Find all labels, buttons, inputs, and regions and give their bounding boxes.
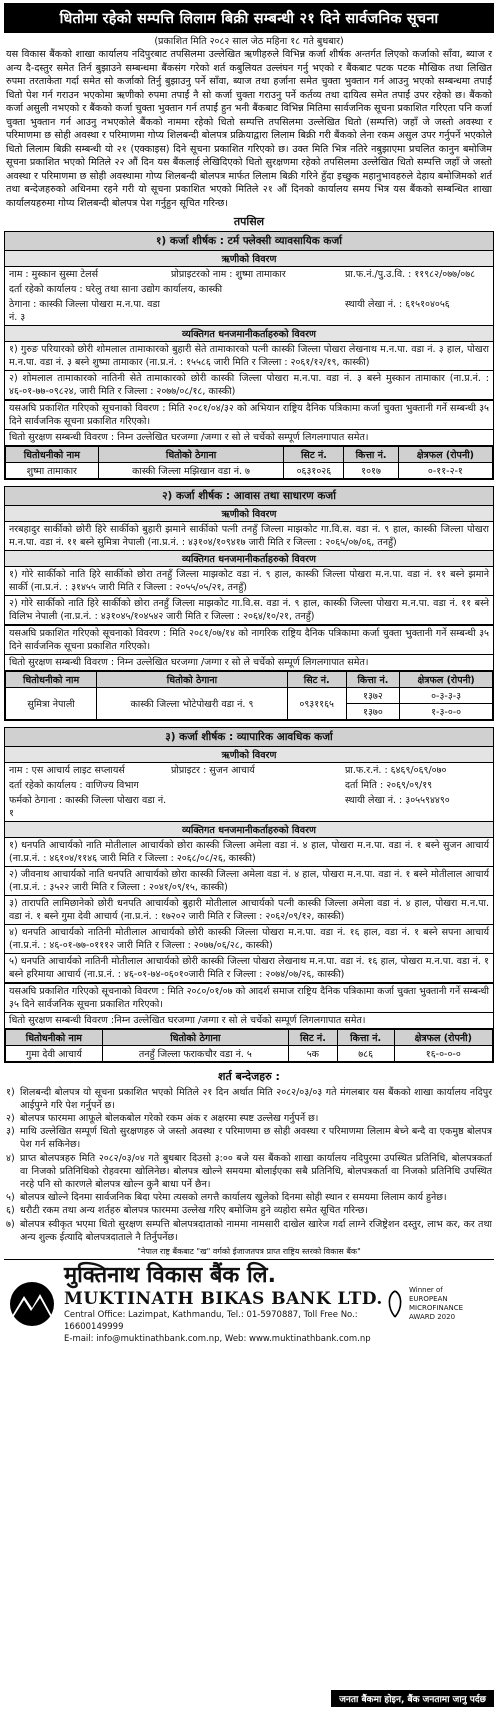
bank-name-english: MUKTINATH BIKAS BANK LTD. [64,1289,383,1309]
guarantor-details-heading: व्यक्तिगत धनजमानीकर्ताहरुको विवरण [5,550,493,567]
collateral-note: धितो सुरक्षण सम्बन्धी विवरण : निम्न उल्लेखित घरजग्गा /जग्गा र सो ले चर्चेको सम्पूर्ण लिगलगापात समेत। [5,655,493,671]
borrower-row: नाम : मुस्कान सुस्मा टेलर्स प्रोप्राइटरको नाम : शुष्मा तामाकार प्रा.फ.नं./पु.उ.वि. : ११९८२/०७७/०७८ [9,268,476,280]
loan-section-3 [4,727,494,1063]
list-item: १) शिलबन्दी बोलपत्र यो सूचना प्रकाशित भएको मितिले २१ दिन अर्थात मिति २०८२/०३/०३ गते मंगलबार यस बैंकको शाखा कार्यालय नदिपुर आईपुग्ने गरि पेश गर्नुपर्ने छ। [6,1086,492,1111]
borrower-row: दर्ता रहेको कार्यालय : वाणिज्य विभाग दर्ता मिति : २०६९/०९/१९ [9,779,433,791]
table-row: सुमित्रा नेपाली कास्की जिल्ला भोटेपोखरी वडा नं. ९ ०९३११६५ १३७२ ०-३-३-३ [6,687,493,703]
collateral-table: धितोधनीको नाम धितोको ठेगाना सिट नं. कित्ता नं. क्षेत्रफल (रोपनी) सुमित्रा नेपाली कास्की जिल्ला भोटेपोखरी वडा नं. ९ ०९३११६५ १३७२ ०-३-३-३ १३७० १-३-०-० [5,671,493,720]
borrower-row: नाम : एस आचार्य लाइट सप्लायर्स प्रोप्राइटर : सुजन आचार्य प्रा.फ.र.नं. : ६४६९/०६९/०७० [9,764,447,776]
list-item: ४) प्राप्त बोलपत्रहरु मिति २०८२/०३/०४ गते बुधबार दिउसो ३:०० बजे यस बैंकको शाखा कार्यालय नदिपुरमा उपस्थित प्रतिनिधि, बोलपत्रकर्ता वा निजको प्रतिनिधिको रोहवरमा खोलिनेछ। बोलपत्र खोल्ने समयमा बोलाईएका सबै प्रतिनिधि, बोलपत्रकर्ता वा निजको प्रतिनिधि उपस्थित नरहे पनि सो कारणले बोलपत्र खोल्न कुनै बाधा पर्ने छैन। [6,1152,492,1190]
guarantor-entry: १) गुरुङ परियारको छोरी शोमलाल तामाकारको बुहारी सेते तामाकारको पत्नी कास्की जिल्ला पोखरा लेखनाथ म.न.पा. वडा नं. ३ हाल, पोखरा म.न.पा. वडा नं. ३ बस्ने शुष्मा तामाकार (ना.प्र.नं. : १५५८६ जारी मिति र जिल्ला : २०६१/१२/१९, कास्की) [5,342,493,371]
guarantor-entry: २) शोमलाल तामाकारको नातिनी सेते तामाकारको छोरी कास्की जिल्ला पोखरा म.न.पा. वडा नं. ३ बस्ने मुस्कान तामाकार (ना.प्र.नं. : ४६-०१-७७-०९८२४, जारी मिति र जिल्ला : २०७७/०८/१८, कास्की) [5,371,493,400]
loan-section-2 [4,486,494,721]
loan-section-1 [4,231,494,480]
collateral-table: धितोधनीको नाम धितोको ठेगाना सिट नं. कित्ता नं. क्षेत्रफल (रोपनी) शुष्मा तामाकार कास्की जिल्ला मझिखान वडा नं. ७ ०६३१०२६ १०१७ ०-११-२-१ [5,446,493,479]
borrower-details-heading: ऋणीको विवरण [5,251,493,267]
contact-info: E-mail: info@muktinathbank.com.np, Web: www.muktinathbank.com.np [64,1334,371,1344]
borrower-row: फर्मको ठेगाना : कास्की जिल्ला पोखरा वडा नं. १ स्थायी लेखा नं. : ३०५५९४४९० [9,794,450,819]
borrower-details-heading: ऋणीको विवरण [5,747,493,763]
loan-heading: ३) कर्जा शीर्षक : व्यापारिक आवधिक कर्जा [5,728,493,747]
collateral-note: धितो सुरक्षण सम्बन्धी विवरण : निम्न उल्लेखित घरजग्गा /जग्गा र सो ले चर्चेको सम्पूर्ण लिगलगापात समेत। [5,430,493,446]
conditions-list [6,1086,492,1244]
collateral-note: धितो सुरक्षण सम्बन्धी विवरण :निम्न उल्लेखित घरजग्गा /जग्गा र सो ले चर्चेको सम्पूर्ण लिगलगापात समेत। [5,1013,493,1029]
previous-publication: यसअघि प्रकाशित गरिएको सूचनाको विवरण : मिति २०८१/०७/१४ को नागरिक राष्ट्रिय दैनिक पत्रिकामा कर्जा चुक्ता भुक्तानी गर्ने सम्बन्धी ३५ दिने सार्वजनिक सूचना प्रकाशित गरिएको। [5,625,493,655]
central-office: Central Office: Lazimpat, Kathmandu, Tel.: 01-5970887, Toll Free No.: 16600149999 [64,1310,358,1332]
guarantor-entry: ३) तारापति लामिछानेको छोरी धनपति आचार्यको बुहारी मोतीलाल आचार्यको पत्नी कास्की जिल्ला अमेला वडा नं. ४ हाल, पोखरा म.न.पा. वडा नं. १ बस्ने गुमा देवी आचार्य (ना.प्र.नं. : १७२०२ जारी मिति र जिल्ला : २०६२/०९/१२, कास्की) [5,896,493,925]
table-row: गुमा देवी आचार्य तनहुँ जिल्ला फराकचौर वडा नं. ५ ५क ७८६ १६-०-०-० [6,1045,493,1061]
list-item: ६) धरौटी रकम तथा अन्य शर्तहरु बोलपत्र फारममा उल्लेख गरिए बमोजिम हुने व्यहोरा समेत सूचित गरिन्छ। [6,1205,369,1217]
guarantor-details-heading: व्यक्तिगत धनजमानीकर्ताहरुको विवरण [5,821,493,838]
details-heading: तपसिल [233,214,265,228]
loan-heading: २) कर्जा शीर्षक : आवास तथा साधारण कर्जा [5,487,493,506]
guarantor-entry: २) जीवनाथ आचार्यको नाति धनपति आचार्यको छोरा कास्की जिल्ला अमेला वडा नं. ४ हाल, पोखरा म.न.पा. वडा नं. १ बस्ने मोतीलाल आचार्य (ना.प्र.नं. : ३५२२ जारी मिति र जिल्ला : २०४१/०९/१५, कास्की) [5,867,493,896]
guarantor-entry: ४) धनपति आचार्यको नातिनी मोतीलाल आचार्यको छोरी कास्की जिल्ला पोखरा म.न.पा. वडा नं. १६ हाल, वडा नं. १ बस्ने सपना आचार्य (ना.प्र.नं. : ४६-०१-७७-०१११२ जारी मिति र जिल्ला : २०७७/०६/२८, कास्की) [5,925,493,954]
table-row: शुष्मा तामाकार कास्की जिल्ला मझिखान वडा नं. ७ ०६३१०२६ १०१७ ०-११-२-१ [6,462,493,478]
list-item: २) बोलपत्र फारममा आफूले बोलकबोल गरेको रकम अंक र अक्षरमा स्पष्ट उल्लेख गर्नुपर्ने छ। [6,1112,319,1124]
previous-publication: यसअघि प्रकाशित गरिएको सूचनाको विवरण : मिति २०८१/०४/३२ को अभियान राष्ट्रिय दैनिक पत्रिकामा कर्जा चुक्ता भुक्तानी गर्ने सम्बन्धी ३५ दिने सार्वजनिक सूचना प्रकाशित गरिएको। [5,400,493,430]
slogan: जनता बैंकमा होइन, बैंक जनतामा जानु पर्दछ [331,1690,494,1707]
guarantor-entry: १) धनपति आचार्यको नाति मोतीलाल आचार्यको छोरा कास्की जिल्ला अमेला वडा नं. ४ हाल, पोखरा म.न.पा. वडा नं. १ बस्ने सुजन आचार्य (ना.प्र.नं. : ४६१०४/११४६ जारी मिति र जिल्ला : २०६८/०८/२६, कास्की) [5,838,493,867]
intro-paragraph: यस विकास बैंकको शाखा कार्यालय नदिपुरबाट तपसिलमा उल्लेखित ऋणीहरुले विभिन्न कर्जा शीर्षक अन्तर्गत लिएको कर्जाको साँवा, ब्याज र अन्य दै-दस्तुर समेत तिर्न बुझाउने सम्बन्धमा बैंकसंग गरेको शर्त कबुलियत उल्लंघन गर्नु भएको र बैंकबाट पटक पटक मौखिक तथा लिखित रुपमा तरताकेता गर्दा समेत सो कर्जाको तिर्नु बुझाउनु पर्ने साँवा, ब्याज तथा हर्जाना समेत चुक्ता भुक्तान गर्न आउनु भएको सम्बन्धमा तपाईं धितो पेश गर्न गराउन भएकोमा ऋणीको रुपमा तपाईं नै सो कर्जा चुक्ता गराउनु पर्ने कर्तव्य तथा दायित्व समेत तपाईं उपर रहेको छ। बैंकको कर्जा असुली नभएको र बैंकको कर्जा चुक्ता भुक्तान गर्न तपाईं हुन भनी बैंकबाट विभिन्न मितिमा सार्वजनिक सूचना प्रकाशित गरिएता पनि कर्जा चुक्ता भुक्तान गर्न आउनु नभएकोले बैंकको नाममा रहेको धितो सम्पत्ति तपसिलमा उल्लेखित धितो (सम्पत्ति) जहाँ जे जस्तो अवस्था र परिमाणमा छ सोही अवस्था र परिमाणमा गोप्य शिलबन्दी बोलपत्र प्रक्रियाद्वारा लिलाम बिक्री गरी बैंकको लेना रकम असुल उपर गर्नुपर्ने भएकोले धितो लिलाम बिक्री सम्बन्धी यो २१ (एक्काइस) दिने सूचना प्रकाशित गरिएको छ। उक्त मिति भित्र नतिरे नबुझाएमा प्रचलित कानुन बमोजिम सूचना प्रकाशित भएको मितिले २२ औं दिन यस बैंकलाई लेखिदिएको धितो सुरक्षणमा रहेको तपसिलमा उल्लेखित धितो सम्पत्ति जहाँ जे जस्तो अवस्था र परिमाणमा छ सोही अवस्थामा गोप्य शिलबन्दी बोलपत्र मार्फत लिलाम बिक्री गरिने हुँदा इच्छुक महानुभावहरुले देहाय बमोजिमको शर्त तथा बन्देजहरुको अधिनमा रहने गरी यो सूचना प्रकाशित भएको मितिले २१ औं दिनको कार्यालय समय भित्र यस बैंकको सम्बन्धित शाखा कार्यालयहरुमा गोप्य शिलबन्दी बोलपत्र पेश गर्नुहुन सूचित गरिन्छ। [6,49,492,210]
bank-name-nepali: मुक्तिनाथ विकास बैंक लि. [64,1263,276,1288]
guarantor-entry: ५) धनपति आचार्यको नातिनी मोतीलाल आचार्यको छोरी कास्की जिल्ला पोखरा लेखनाथ म.न.पा. वडा नं. १६ हाल, पोखरा म.न.पा. वडा नं. १ बस्ने हरिमाया आचार्य (ना.प्र.नं. : ४६-०१-७४-०६०१०जारी मिति र जिल्ला : २०७४/०७/२६, कास्की) [5,954,493,983]
list-item: ७) बोलपत्र स्वीकृत भएमा धितो सुरक्षण सम्पत्ति बोलपत्रदाताको नाममा नामसारी दाखेल खारेज गर्दा लाग्ने रजिष्ट्रेशन दस्तुर, लाभ कर, कर तथा अन्य शुल्क ईत्यादि बोलपत्रदाताले नै तिर्नुपर्नेछ। [6,1218,492,1243]
borrower-row: ठेगाना : कास्की जिल्ला पोखरा म.न.पा. वडा नं. ३ स्थायी लेखा नं. : ६१५१०४०५६ [9,298,450,323]
collateral-table: धितोधनीको नाम धितोको ठेगाना सिट नं. कित्ता नं. क्षेत्रफल (रोपनी) गुमा देवी आचार्य तनहुँ जिल्ला फराकचौर वडा नं. ५ ५क ७८६ १६-०-०-० [5,1029,493,1062]
guarantor-entry: १) गोरे सार्कीको नाति हिरे सार्कीको छोरा तनहुँ जिल्ला माझकोट वडा नं. ९ हाल, कास्की जिल्ला पोखरा म.न.पा. वडा नं. ११ बस्ने झमाने सार्की (ना.प्र.नं. : ३१४५५ जारी मिति र जिल्ला : २०५५/०५/२१, तनहुँ) [5,567,493,596]
license-note: "नेपाल राष्ट्र बैंकबाट "ख" वर्गको ईजाजतपत्र प्राप्त राष्ट्रिय स्तरको विकास बैंक" [137,1247,361,1256]
award-badge: Winner of EUROPEAN MICROFINANCE AWARD 2020 [384,1286,494,1322]
notice-page [4,3,494,1707]
award-wreath-icon [384,1289,406,1319]
previous-publication: यसअघि प्रकाशित गरिएको सूचनाको विवरण : मिति २०८०/०१/०७ को आदर्श समाज राष्ट्रिय दैनिक पत्रिकामा कर्जा चुक्ता भुक्तानी गर्ने सम्बन्धी ३५ दिने सार्वजनिक सूचना प्रकाशित गरिएको। [5,983,493,1013]
list-item: ५) बोलपत्र खोल्ने दिनमा सार्वजनिक बिदा परेमा त्यसको लगत्तै कार्यालय खुलेको दिनमा सोही स्थान र समयमा लिलाम कार्य हुनेछ। [6,1192,447,1204]
notice-title: धितोमा रहेको सम्पत्ति लिलाम बिक्री सम्बन्धी २१ दिने सार्वजनिक सूचना [4,3,494,33]
bank-footer [4,1259,494,1345]
publication-date: (प्रकाशित मिति २०८२ साल जेठ महिना १८ गते बुधबार) [154,36,344,47]
borrower-row: दर्ता रहेको कार्यालय : घरेलु तथा साना उद्योग कार्यालय, कास्की [9,283,223,295]
borrower-details-heading: ऋणीको विवरण [5,506,493,522]
bank-logo-icon [4,1280,60,1328]
list-item: ३) माथि उल्लेखित सम्पूर्ण धितो सुरक्षणहरु जे जस्तो अवस्था र परिमाणमा छ सोही अवस्था र परिमाणमा लिलाम बेच्ने बन्दै वा एकमुष्ठ बोलपत्र पेश गर्न सकिनेछ। [6,1126,492,1151]
guarantor-entry: २) गोरे सार्कीको नाति हिरे सार्कीको छोरा तनहुँ जिल्ला माझकोट गा.वि.स. वडा नं. ९ हाल, कास्की जिल्ला पोखरा म.न.पा. वडा नं. ११ बस्ने विलिभ नेपाली (ना.प्र.नं. : ४३१०४५/१०४५४२ जारी मिति र जिल्ला : २०६४/१०/२१, तनहुँ) [5,596,493,625]
table-row: १३७० १-३-०-० [6,703,493,719]
loan-heading: १) कर्जा शीर्षक : टर्म फ्लेक्सी व्यावसायिक कर्जा [5,232,493,251]
guarantor-details-heading: व्यक्तिगत धनजमानीकर्ताहरुको विवरण [5,325,493,342]
borrower-text: नरबहादुर सार्कीको छोरीे हिरे सार्कीको बुहारी झमाने सार्कीको पत्नी तनहुँ जिल्ला माझकोट गा.वि.स. वडा नं. ९ हाल, कास्की जिल्ला पोखरा म.न.पा. वडा नं. ११ बस्ने सुमित्रा नेपाली (ना.प्र.नं. : ४३१०४/१०९४१७ जारी मिति र जिल्ला : २०६५/०७/०६, तनहुँ) [9,523,489,548]
conditions-heading: शर्त बन्देजहरु : [218,1069,280,1083]
